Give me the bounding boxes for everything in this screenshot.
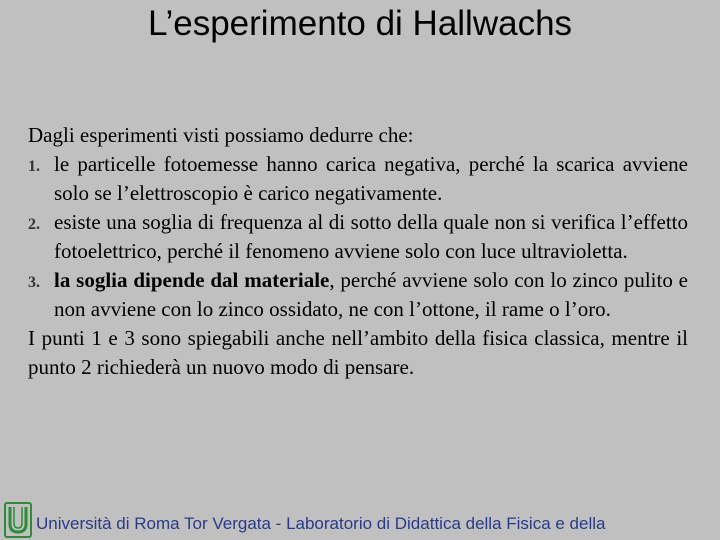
conclusions-list [28, 150, 688, 324]
list-item [28, 208, 688, 266]
outro-text: I punti 1 e 3 sono spiegabili anche nell’ambito della fisica classica, mentre il punto 2 richiederà un nuovo modo di pensare. [28, 326, 688, 379]
item-bold-text: la soglia dipende dal materiale [54, 268, 330, 292]
item-number: 1. [28, 158, 40, 175]
list-item [28, 266, 688, 324]
footer-text: Università di Roma Tor Vergata - Laboratorio di Didattica della Fisica e della [36, 514, 606, 533]
intro-text: Dagli esperimenti visti possiamo dedurre che: [28, 123, 414, 147]
item-number: 3. [28, 274, 40, 291]
slide-title: L’esperimento di Hallwachs [147, 4, 573, 43]
slide-body [28, 121, 688, 382]
footer [0, 500, 720, 540]
item-text: , perché avviene solo con lo zinco pulito e non avviene con lo zinco ossidato, ne con l’ottone, il rame o l’oro. [54, 268, 688, 321]
item-text: le particelle fotoemesse hanno carica negativa, perché la scarica avviene solo se l’elettroscopio è carico negativamente. [54, 152, 688, 205]
university-shield-logo-icon [4, 502, 32, 538]
item-number: 2. [28, 216, 40, 233]
item-text: esiste una soglia di frequenza al di sotto della quale non si verifica l’effetto fotoelettrico, perché il fenomeno avviene solo con luce ultravioletta. [54, 210, 688, 263]
list-item [28, 150, 688, 208]
